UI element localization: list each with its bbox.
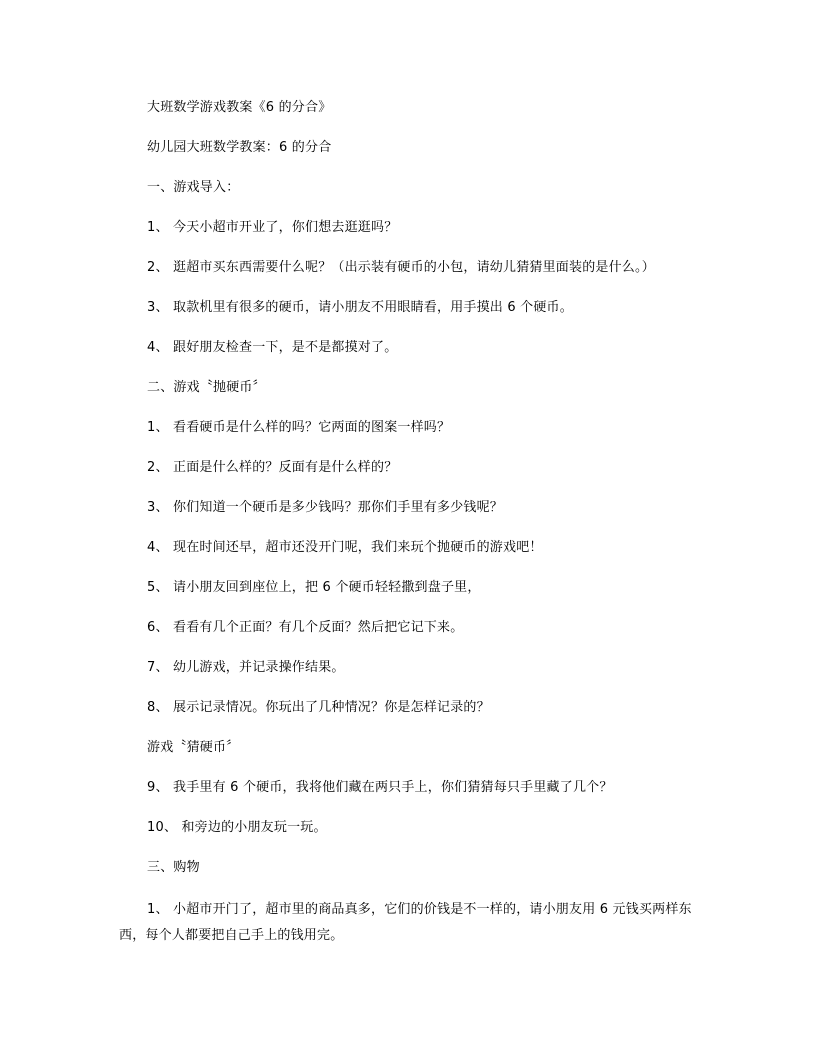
list-item: 3、 你们知道一个硬币是多少钱吗？那你们手里有多少钱呢？ xyxy=(147,500,504,515)
list-item: 10、 和旁边的小朋友玩一玩。 xyxy=(147,820,327,835)
list-item: 8、 展示记录情况。你玩出了几种情况？你是怎样记录的？ xyxy=(147,700,490,715)
document-subtitle: 幼儿园大班数学教案：6 的分合 xyxy=(147,140,332,155)
list-item: 1、 今天小超市开业了，你们想去逛逛吗？ xyxy=(147,220,398,235)
list-item: 1、 看看硬币是什么样的吗？它两面的图案一样吗？ xyxy=(147,420,451,435)
section-heading: 游戏〝猜硬币〞 xyxy=(147,740,240,755)
list-item: 4、 现在时间还早，超市还没开门呢，我们来玩个抛硬币的游戏吧！ xyxy=(147,540,543,555)
list-item: 9、 我手里有 6 个硬币，我将他们藏在两只手上，你们猜猜每只手里藏了几个？ xyxy=(147,780,613,795)
list-item-paragraph: 1、 小超市开门了，超市里的商品真多，它们的价钱是不一样的，请小朋友用 6 元钱买两样东西，每个人都要把自己手上的钱用完。 xyxy=(119,902,692,943)
list-item: 6、 看看有几个正面？有几个反面？然后把它记下来。 xyxy=(147,620,464,635)
section-heading: 二、游戏〝抛硬币〞 xyxy=(147,380,266,395)
section-heading: 三、购物 xyxy=(147,860,200,875)
list-item: 7、 幼儿游戏，并记录操作结果。 xyxy=(147,660,345,675)
section-heading: 一、游戏导入： xyxy=(147,180,240,195)
list-item: 5、 请小朋友回到座位上，把 6 个硬币轻轻撒到盘子里， xyxy=(147,580,481,595)
list-item: 4、 跟好朋友检查一下，是不是都摸对了。 xyxy=(147,340,398,355)
list-item: 3、 取款机里有很多的硬币，请小朋友不用眼睛看，用手摸出 6 个硬币。 xyxy=(147,300,573,315)
list-item: 2、 逛超市买东西需要什么呢？（出示装有硬币的小包，请幼儿猜猜里面装的是什么。） xyxy=(147,260,655,275)
list-item: 2、 正面是什么样的？反面有是什么样的？ xyxy=(147,460,398,475)
document-title: 大班数学游戏教案《6 的分合》 xyxy=(147,100,332,115)
